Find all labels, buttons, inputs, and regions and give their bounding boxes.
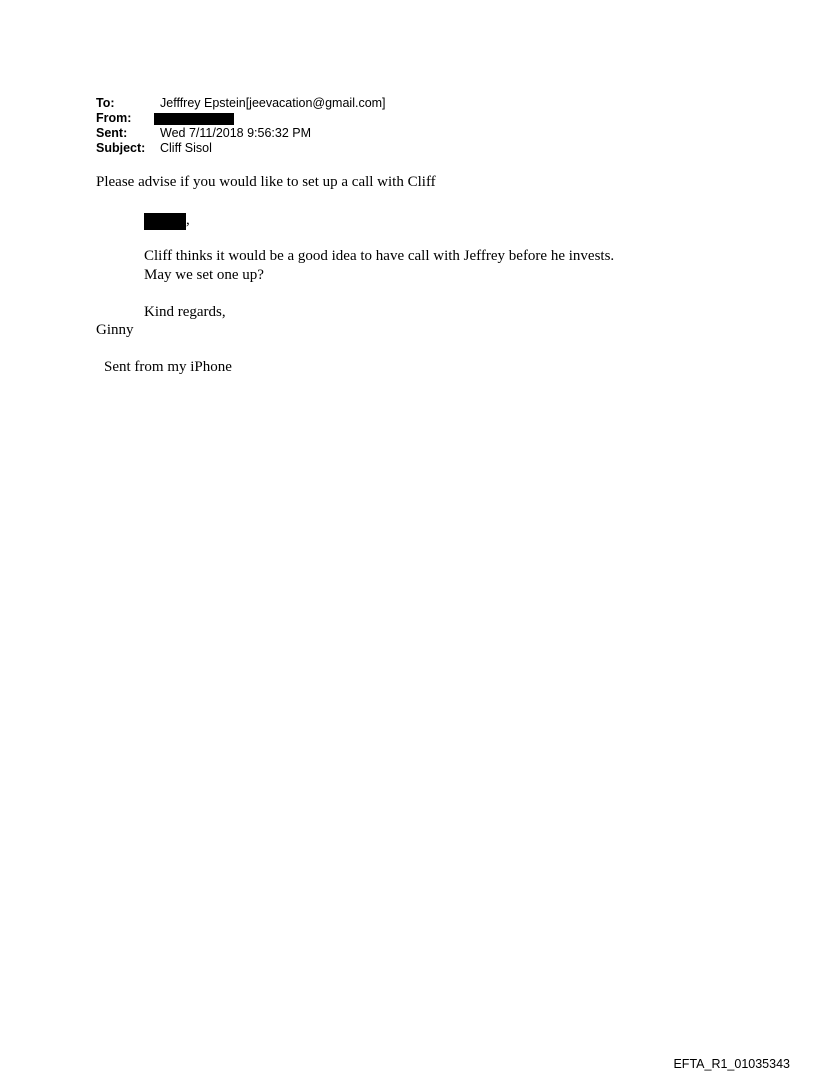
- subject-value: Cliff Sisol: [160, 141, 212, 155]
- greeting-line: [144, 210, 190, 230]
- subject-row: [96, 141, 386, 156]
- from-redaction-box: [154, 113, 234, 125]
- greeting-redaction-box: [144, 213, 186, 230]
- closing-text: Kind regards,: [144, 304, 226, 320]
- body-line-2: May we set one up?: [144, 267, 264, 283]
- subject-label: Subject:: [96, 141, 146, 155]
- from-label: From:: [96, 111, 132, 125]
- email-header: [96, 96, 386, 156]
- signature-name: Ginny: [96, 322, 134, 338]
- to-row: [96, 96, 386, 111]
- document-id: EFTA_R1_01035343: [673, 1057, 790, 1071]
- body-line-1: Cliff thinks it would be a good idea to have call with Jeffrey before he invests.: [144, 248, 615, 264]
- from-row: [96, 111, 386, 126]
- sent-value: Wed 7/11/2018 9:56:32 PM: [160, 126, 312, 140]
- sent-row: [96, 126, 386, 141]
- to-label: To:: [96, 96, 115, 110]
- intro-text: Please advise if you would like to set up a call with Cliff: [96, 174, 436, 190]
- sent-from-line: Sent from my iPhone: [104, 359, 232, 375]
- to-value: Jefffrey Epstein[jeevacation@gmail.com]: [160, 96, 386, 110]
- sent-label: Sent:: [96, 126, 128, 140]
- greeting-punctuation: ,: [186, 212, 190, 228]
